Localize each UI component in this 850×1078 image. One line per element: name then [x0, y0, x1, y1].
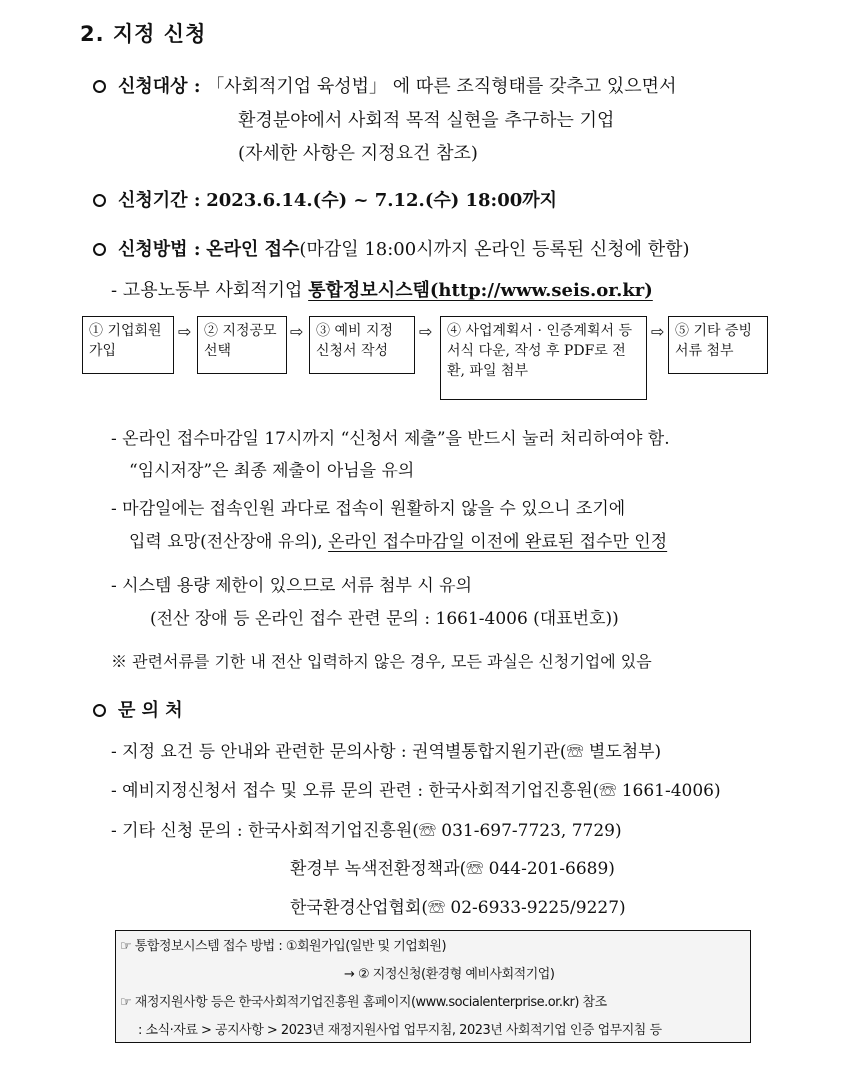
period-value: 2023.6.14.(수) ~ 7.12.(수) 18:00까지	[206, 190, 558, 211]
target-row	[93, 72, 676, 98]
system-link[interactable]: 통합정보시스템(http://www.seis.or.kr)	[308, 280, 653, 301]
circle-bullet-icon	[93, 194, 106, 207]
step-3-num: ③	[316, 323, 330, 339]
contact-line3: - 기타 신청 문의 : 한국사회적기업진흥원(☏ 031-697-7723, 7729)	[111, 821, 622, 841]
note-2-line1: - 마감일에는 접속인원 과다로 접속이 원활하지 않을 수 있으니 조기에	[111, 499, 626, 519]
step-2-num: ②	[204, 323, 218, 339]
step-arrow-icon: ⇨	[178, 322, 192, 341]
method-value: 온라인 접수	[206, 239, 300, 260]
step-5-num: ⑤	[675, 323, 689, 339]
step-arrow-icon: ⇨	[419, 322, 433, 341]
step-arrow-icon: ⇨	[651, 322, 665, 341]
contact-label: 문 의 처	[118, 700, 183, 721]
step-arrow-icon: ⇨	[290, 322, 304, 341]
section-heading: 2. 지정 신청	[80, 22, 207, 46]
note-2-text: 입력 요망(전산장애 유의),	[129, 532, 329, 552]
step-5-box	[668, 316, 768, 374]
contact-line5: 한국환경산업협회(☏ 02-6933-9225/9227)	[290, 898, 626, 918]
target-line1: 「사회적기업 육성법」 에 따른 조직형태를 갖추고 있으면서	[206, 76, 677, 97]
step-3-box	[309, 316, 415, 374]
target-line3: (자세한 사항은 지정요건 참조)	[238, 143, 478, 164]
step-1-num: ①	[89, 323, 103, 339]
info-note-line1: ☞ 통합정보시스템 접수 방법 : ①회원가입(일반 및 기업회원)	[120, 939, 447, 954]
step-4-box	[440, 316, 647, 400]
step-4-text: 사업계획서 · 인증계획서 등 서식 다운, 작성 후 PDF로 전환, 파일 첨부	[447, 323, 633, 379]
contact-line4: 환경부 녹색전환정책과(☏ 044-201-6689)	[290, 859, 615, 879]
info-note-line4: : 소식·자료 > 공지사항 > 2023년 재정지원사업 업무지침, 2023년 사회적기업 인증 업무지침 등	[138, 1023, 662, 1038]
info-note-box	[115, 930, 751, 1043]
method-row	[93, 235, 690, 261]
info-note-line3: ☞ 재정지원사항 등은 한국사회적기업진흥원 홈페이지(www.socialenterprise.or.kr) 참조	[120, 995, 607, 1010]
note-3-line2: (전산 장애 등 온라인 접수 관련 문의 : 1661-4006 (대표번호))	[150, 609, 619, 629]
note-1-line1: - 온라인 접수마감일 17시까지 “신청서 제출”을 반드시 눌러 처리하여야 함.	[111, 429, 670, 449]
method-label: 신청방법 :	[118, 239, 201, 260]
note-2-emphasis: 온라인 접수마감일 이전에 완료된 접수만 인정	[328, 532, 668, 552]
system-line	[111, 276, 653, 302]
system-prefix: - 고용노동부 사회적기업	[111, 280, 309, 301]
contact-line2: - 예비지정신청서 접수 및 오류 문의 관련 : 한국사회적기업진흥원(☏ 1661-4006)	[111, 781, 721, 801]
step-1-box	[82, 316, 174, 374]
target-line2: 환경분야에서 사회적 목적 실현을 추구하는 기업	[238, 110, 615, 131]
info-note-line2: → ② 지정신청(환경형 예비사회적기업)	[344, 967, 555, 982]
step-5-text: 기타 증빙 서류 첨부	[675, 323, 752, 359]
note-1-line2: “임시저장”은 최종 제출이 아님을 유의	[129, 461, 415, 481]
step-3-text: 예비 지정 신청서 작성	[316, 323, 393, 359]
circle-bullet-icon	[93, 243, 106, 256]
period-label: 신청기간 :	[118, 190, 201, 211]
step-1-text: 기업회원 가입	[89, 323, 162, 359]
circle-bullet-icon	[93, 704, 106, 717]
note-2-line2	[129, 527, 667, 552]
period-row	[93, 186, 557, 212]
warning-note: ※ 관련서류를 기한 내 전산 입력하지 않은 경우, 모든 과실은 신청기업에 있음	[111, 652, 652, 671]
note-3-line1: - 시스템 용량 제한이 있으므로 서류 첨부 시 유의	[111, 576, 472, 596]
step-2-text: 지정공모 선택	[204, 323, 277, 359]
method-note: (마감일 18:00시까지 온라인 등록된 신청에 한함)	[299, 239, 690, 260]
step-4-num: ④	[447, 323, 461, 339]
contact-line1: - 지정 요건 등 안내와 관련한 문의사항 : 권역별통합지원기관(☏ 별도첨부)	[111, 742, 662, 762]
contact-heading	[93, 696, 183, 722]
target-label: 신청대상 :	[118, 76, 201, 97]
step-2-box	[197, 316, 287, 374]
circle-bullet-icon	[93, 80, 106, 93]
